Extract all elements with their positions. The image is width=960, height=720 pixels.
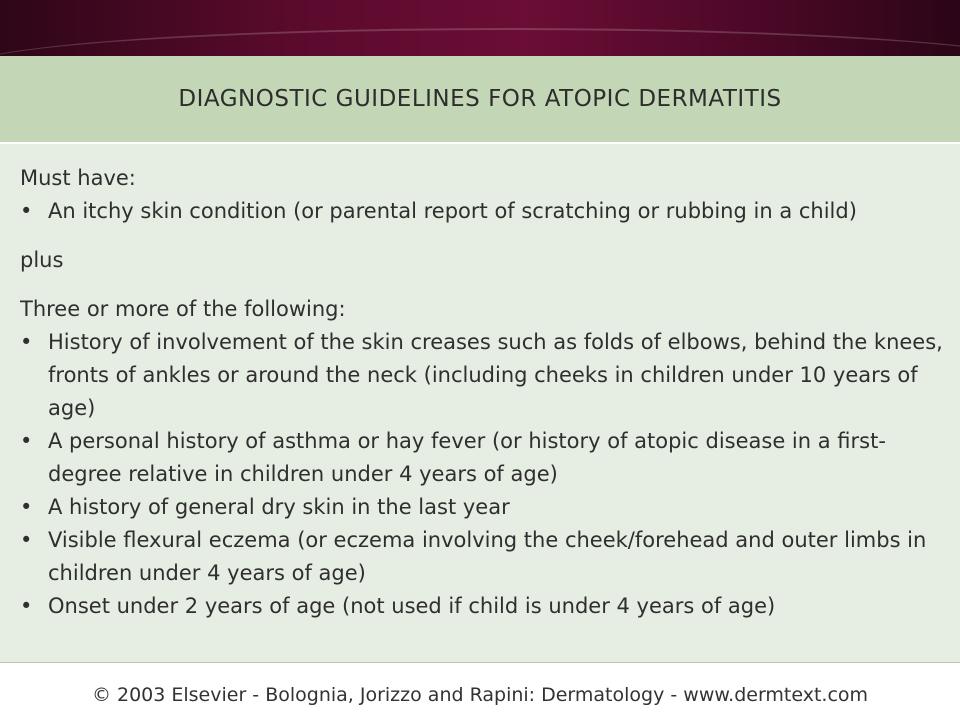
- list-item: [20, 524, 945, 590]
- criterion-item: A personal history of asthma or hay fever (or history of atopic disease in a first-degree relative in children under 4 years of age): [48, 429, 886, 486]
- three-or-more-heading: Three or more of the following:: [20, 297, 346, 321]
- bullet-icon: •: [20, 330, 33, 354]
- table-title: DIAGNOSTIC GUIDELINES FOR ATOPIC DERMATITIS: [178, 86, 782, 112]
- guidelines-table: [0, 56, 960, 663]
- list-item: [20, 326, 945, 425]
- list-item: [20, 491, 945, 524]
- list-item: [20, 590, 945, 623]
- criterion-item: Visible flexural eczema (or eczema involving the cheek/forehead and outer limbs in children under 4 years of age): [48, 528, 927, 585]
- plus-text: plus: [20, 248, 64, 272]
- list-item: [20, 425, 945, 491]
- list-item: [20, 195, 945, 228]
- must-have-heading: Must have:: [20, 166, 136, 190]
- table-body: [20, 162, 945, 623]
- bullet-icon: •: [20, 528, 33, 552]
- must-have-item: An itchy skin condition (or parental report of scratching or rubbing in a child): [48, 199, 857, 223]
- bullet-icon: •: [20, 495, 33, 519]
- criterion-item: A history of general dry skin in the last year: [48, 495, 510, 519]
- bullet-icon: •: [20, 594, 33, 618]
- banner-swoosh-decoration: [0, 28, 960, 56]
- criterion-item: History of involvement of the skin creases such as folds of elbows, behind the knees, fronts of ankles or around the neck (including cheeks in children under 10 years of age): [48, 330, 943, 420]
- criterion-item: Onset under 2 years of age (not used if child is under 4 years of age): [48, 594, 776, 618]
- copyright-footer: © 2003 Elsevier - Bolognia, Jorizzo and Rapini: Dermatology - www.dermtext.com: [91, 684, 869, 706]
- top-banner: [0, 0, 960, 56]
- bullet-icon: •: [20, 429, 33, 453]
- bullet-icon: •: [20, 199, 33, 223]
